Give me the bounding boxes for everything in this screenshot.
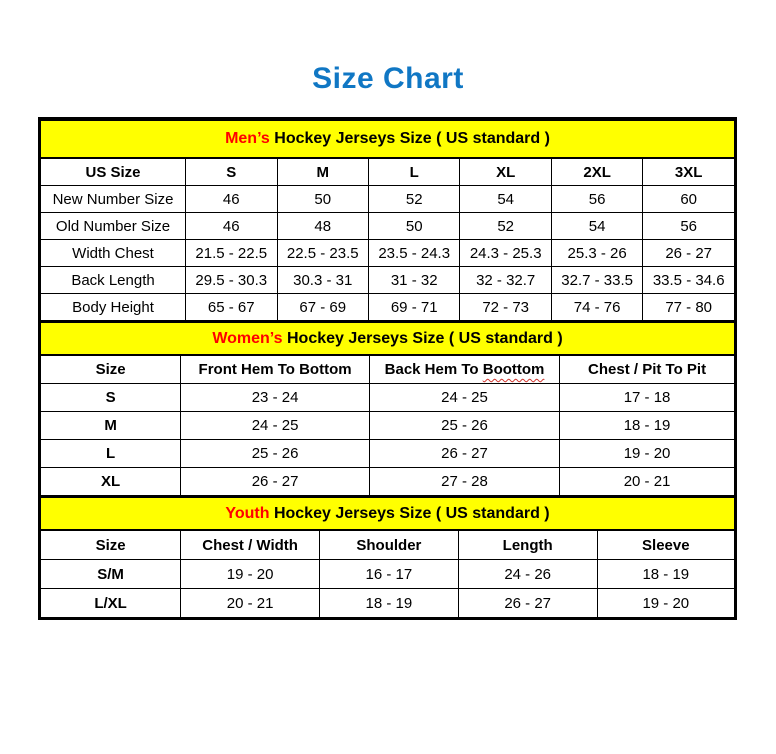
table-cell: 25 - 26 (369, 412, 559, 440)
youth-section-title (41, 497, 735, 530)
table-cell: 54 (551, 213, 642, 240)
row-label: L/XL (41, 589, 181, 618)
table-cell: 50 (277, 186, 368, 213)
table-cell: 20 - 21 (181, 589, 320, 618)
row-label: L (41, 440, 181, 468)
youth-col-size: Size (41, 530, 181, 560)
table-row (41, 294, 735, 321)
table-cell: 65 - 67 (186, 294, 277, 321)
row-label: M (41, 412, 181, 440)
table-cell: 18 - 19 (597, 560, 734, 589)
mens-col-m: M (277, 158, 368, 186)
row-label: XL (41, 468, 181, 496)
mens-section-rest: Hockey Jerseys Size ( US standard ) (269, 130, 550, 147)
table-row (41, 267, 735, 294)
table-cell: 26 - 27 (369, 440, 559, 468)
table-cell: 56 (551, 186, 642, 213)
table-cell: 16 - 17 (319, 560, 458, 589)
table-cell: 25 - 26 (181, 440, 370, 468)
size-chart-page (0, 62, 776, 620)
youth-header-row (41, 530, 735, 560)
table-row (41, 440, 735, 468)
womens-section-rest: Hockey Jerseys Size ( US standard ) (282, 329, 563, 347)
table-cell: 26 - 27 (643, 240, 735, 267)
table-cell: 21.5 - 22.5 (186, 240, 277, 267)
womens-col-front-hem: Front Hem To Bottom (181, 355, 370, 384)
youth-col-shoulder: Shoulder (319, 530, 458, 560)
table-cell: 24 - 26 (458, 560, 597, 589)
womens-size-table (40, 321, 735, 496)
mens-col-l: L (368, 158, 459, 186)
mens-section-header (41, 120, 735, 158)
table-cell: 23 - 24 (181, 384, 370, 412)
table-cell: 72 - 73 (460, 294, 551, 321)
table-cell: 48 (277, 213, 368, 240)
youth-col-chest-width: Chest / Width (181, 530, 320, 560)
womens-col-size: Size (41, 355, 181, 384)
row-label: S (41, 384, 181, 412)
table-cell: 27 - 28 (369, 468, 559, 496)
table-row (41, 240, 735, 267)
youth-section-rest: Hockey Jerseys Size ( US standard ) (269, 504, 550, 522)
table-cell: 56 (643, 213, 735, 240)
table-cell: 69 - 71 (368, 294, 459, 321)
table-cell: 60 (643, 186, 735, 213)
row-label: S/M (41, 560, 181, 589)
youth-section-accent: Youth (225, 504, 270, 522)
table-cell: 22.5 - 23.5 (277, 240, 368, 267)
table-row (41, 384, 735, 412)
mens-col-3xl: 3XL (643, 158, 735, 186)
table-cell: 74 - 76 (551, 294, 642, 321)
table-cell: 30.3 - 31 (277, 267, 368, 294)
table-cell: 24 - 25 (181, 412, 370, 440)
womens-section-title (41, 322, 735, 355)
table-cell: 52 (368, 186, 459, 213)
table-cell: 46 (186, 213, 277, 240)
youth-section-header (41, 497, 735, 530)
womens-section-header (41, 322, 735, 355)
table-cell: 29.5 - 30.3 (186, 267, 277, 294)
table-row (41, 412, 735, 440)
back-hem-prefix: Back Hem To (384, 361, 483, 378)
womens-header-row (41, 355, 735, 384)
table-cell: 17 - 18 (560, 384, 735, 412)
table-cell: 19 - 20 (181, 560, 320, 589)
table-cell: 33.5 - 34.6 (643, 267, 735, 294)
mens-size-table (40, 119, 735, 321)
row-label: New Number Size (41, 186, 186, 213)
mens-col-2xl: 2XL (551, 158, 642, 186)
womens-col-chest: Chest / Pit To Pit (560, 355, 735, 384)
table-cell: 25.3 - 26 (551, 240, 642, 267)
table-cell: 50 (368, 213, 459, 240)
mens-col-us-size: US Size (41, 158, 186, 186)
table-cell: 67 - 69 (277, 294, 368, 321)
mens-col-s: S (186, 158, 277, 186)
table-cell: 19 - 20 (560, 440, 735, 468)
table-cell: 32.7 - 33.5 (551, 267, 642, 294)
table-cell: 26 - 27 (458, 589, 597, 618)
back-hem-misspelled-word: Boottom (482, 361, 545, 378)
table-cell: 31 - 32 (368, 267, 459, 294)
size-chart-tables (38, 117, 737, 620)
womens-col-back-hem (369, 355, 559, 384)
table-row (41, 560, 735, 589)
table-cell: 24 - 25 (369, 384, 559, 412)
row-label: Width Chest (41, 240, 186, 267)
table-cell: 77 - 80 (643, 294, 735, 321)
table-cell: 54 (460, 186, 551, 213)
table-cell: 32 - 32.7 (460, 267, 551, 294)
womens-section-accent: Women’s (212, 329, 283, 347)
table-cell: 46 (186, 186, 277, 213)
table-cell: 52 (460, 213, 551, 240)
row-label: Old Number Size (41, 213, 186, 240)
row-label: Back Length (41, 267, 186, 294)
table-cell: 26 - 27 (181, 468, 370, 496)
mens-header-row (41, 158, 735, 186)
table-row (41, 468, 735, 496)
youth-col-length: Length (458, 530, 597, 560)
mens-col-xl: XL (460, 158, 551, 186)
mens-section-accent: Men’s (225, 130, 270, 147)
table-cell: 19 - 20 (597, 589, 734, 618)
table-row (41, 589, 735, 618)
page-title: Size Chart (312, 62, 464, 95)
table-row (41, 186, 735, 213)
youth-col-sleeve: Sleeve (597, 530, 734, 560)
row-label: Body Height (41, 294, 186, 321)
table-cell: 20 - 21 (560, 468, 735, 496)
table-cell: 24.3 - 25.3 (460, 240, 551, 267)
mens-section-title (41, 120, 735, 158)
table-cell: 18 - 19 (319, 589, 458, 618)
youth-size-table (40, 496, 735, 618)
table-cell: 23.5 - 24.3 (368, 240, 459, 267)
table-row (41, 213, 735, 240)
table-cell: 18 - 19 (560, 412, 735, 440)
